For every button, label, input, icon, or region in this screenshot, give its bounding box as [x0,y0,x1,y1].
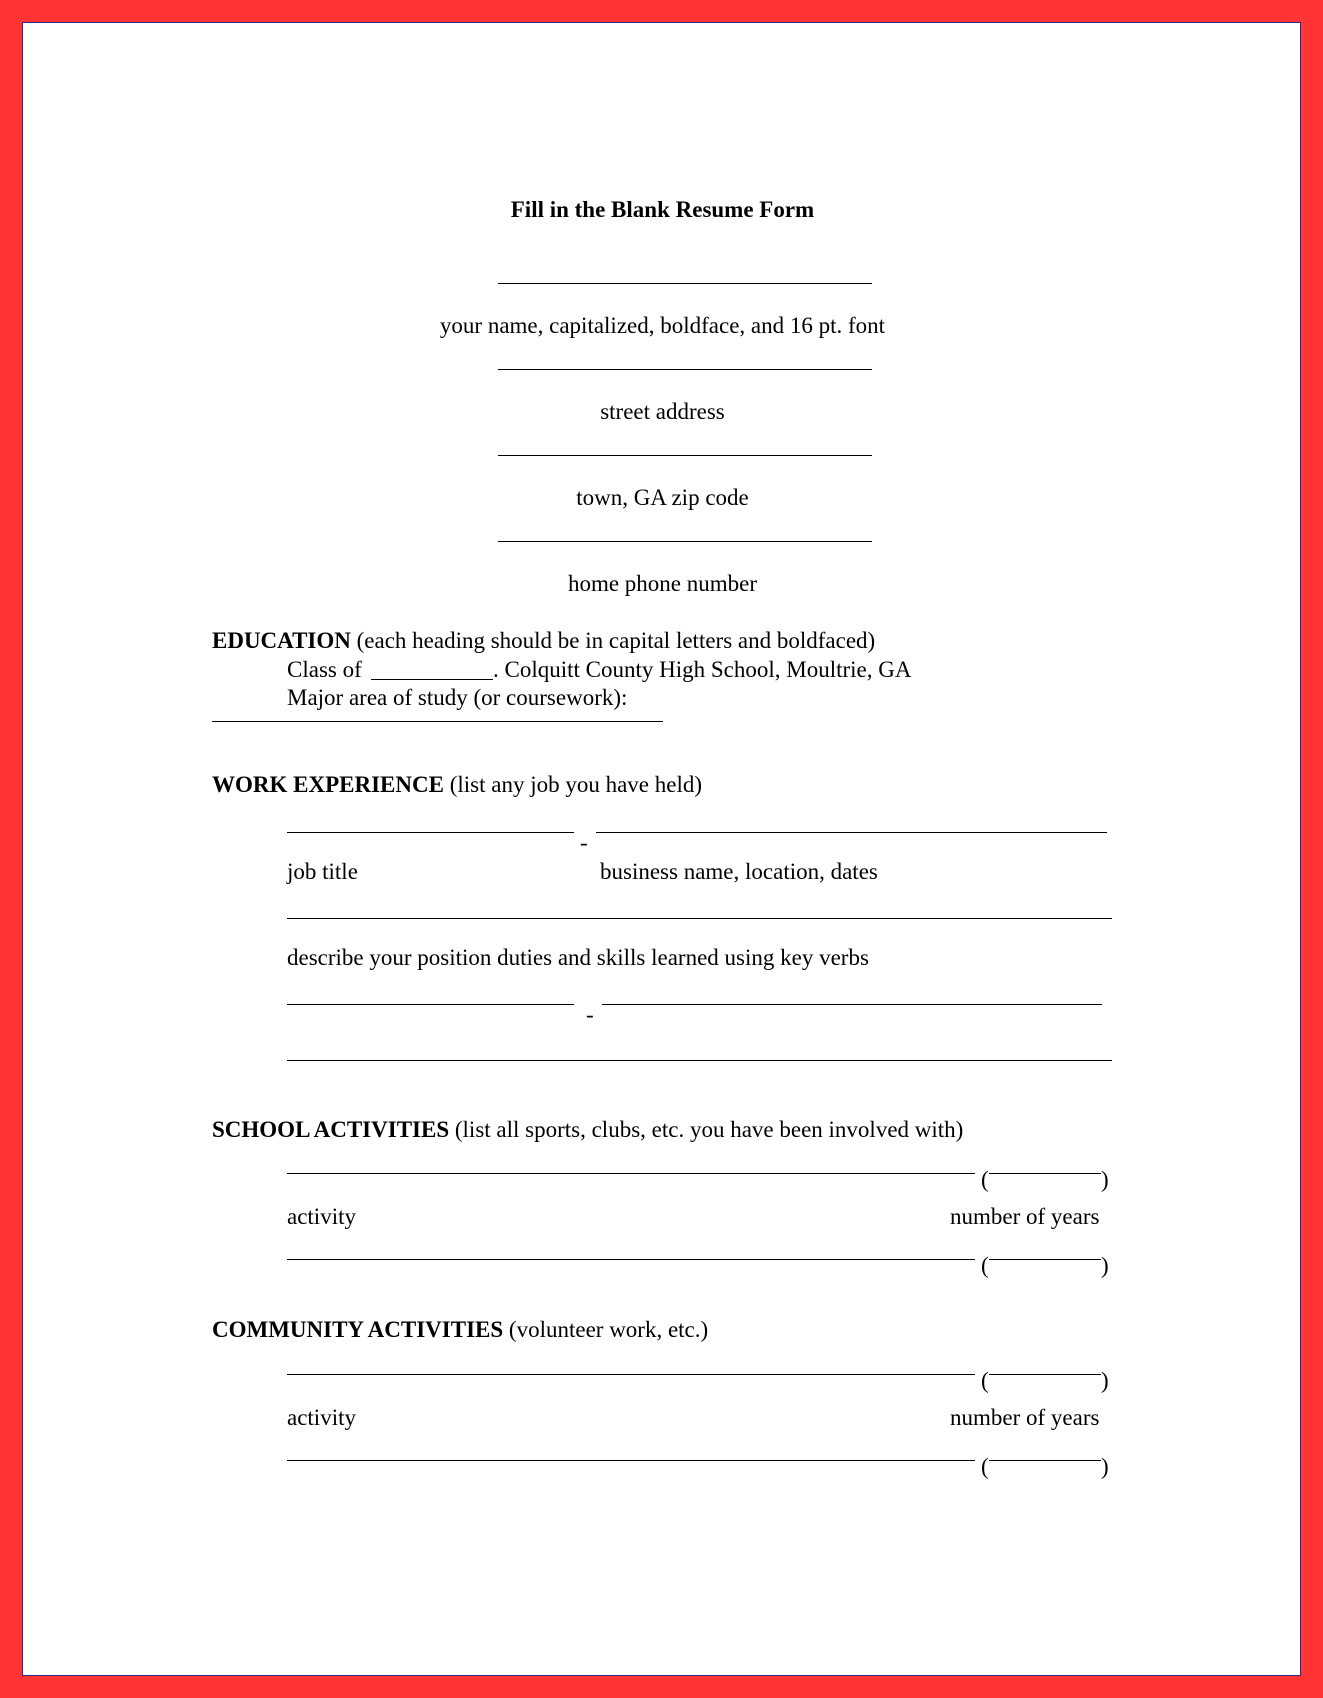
school-activity-blank-1[interactable] [287,1173,975,1174]
school-activity-label: activity [287,1204,356,1229]
phone-caption: home phone number [567,571,758,596]
school-heading: SCHOOL ACTIVITIES [212,1117,450,1142]
community-years-open-paren-2: ( [981,1454,989,1479]
job-title-label: job title [287,859,358,884]
street-blank[interactable] [498,369,872,370]
education-note: (each heading should be in capital letters and boldfaced) [356,628,876,653]
community-years-label: number of years [950,1405,1100,1430]
duties-blank[interactable] [287,918,1112,919]
school-years-open-paren-2: ( [981,1253,989,1278]
job2-dash: - [586,1002,594,1027]
community-activity-blank-2[interactable] [287,1460,975,1461]
community-years-close-paren-1: ) [1101,1368,1109,1393]
education-heading-row [212,627,875,655]
community-years-open-paren-1: ( [981,1368,989,1393]
job-title-blank[interactable] [287,832,574,833]
community-years-blank-1[interactable] [989,1374,1101,1375]
community-years-blank-2[interactable] [989,1460,1101,1461]
town-caption: town, GA zip code [576,485,749,510]
school-heading-row [212,1116,963,1144]
describe-label: describe your position duties and skills learned using key verbs [287,945,869,970]
school-years-close-paren-1: ) [1101,1167,1109,1192]
community-years-close-paren-2: ) [1101,1454,1109,1479]
community-activity-label: activity [287,1405,356,1430]
work-heading-row [212,771,702,799]
community-heading: COMMUNITY ACTIVITIES [212,1317,504,1342]
school-activity-blank-2[interactable] [287,1259,975,1260]
page [22,22,1301,1676]
school-years-open-paren-1: ( [981,1167,989,1192]
school-years-label: number of years [950,1204,1100,1229]
community-heading-row [212,1316,708,1344]
duties2-blank[interactable] [287,1060,1112,1061]
business-blank[interactable] [596,832,1107,833]
major-blank[interactable] [212,721,663,722]
business2-blank[interactable] [602,1004,1102,1005]
school-text: . Colquitt County High School, Moultrie, GA [493,657,912,682]
community-note: (volunteer work, etc.) [508,1317,709,1342]
class-year-blank[interactable] [371,679,493,680]
major-label: Major area of study (or coursework): [287,685,628,710]
document-title: Fill in the Blank Resume Form [510,197,815,222]
phone-blank[interactable] [498,541,872,542]
town-blank[interactable] [498,455,872,456]
work-heading: WORK EXPERIENCE [212,772,444,797]
job-dash: - [580,830,588,855]
name-caption: your name, capitalized, boldface, and 16 pt. font [439,313,886,338]
school-years-blank-2[interactable] [989,1259,1101,1260]
school-years-close-paren-2: ) [1101,1253,1109,1278]
job2-title-blank[interactable] [287,1004,574,1005]
education-heading: EDUCATION [212,628,351,653]
name-blank[interactable] [498,283,872,284]
class-of-label: Class of [287,657,362,682]
community-activity-blank-1[interactable] [287,1374,975,1375]
school-note: (list all sports, clubs, etc. you have been involved with) [454,1117,964,1142]
school-years-blank-1[interactable] [989,1173,1101,1174]
work-note: (list any job you have held) [449,772,703,797]
business-label: business name, location, dates [600,859,878,884]
street-caption: street address [600,399,725,424]
